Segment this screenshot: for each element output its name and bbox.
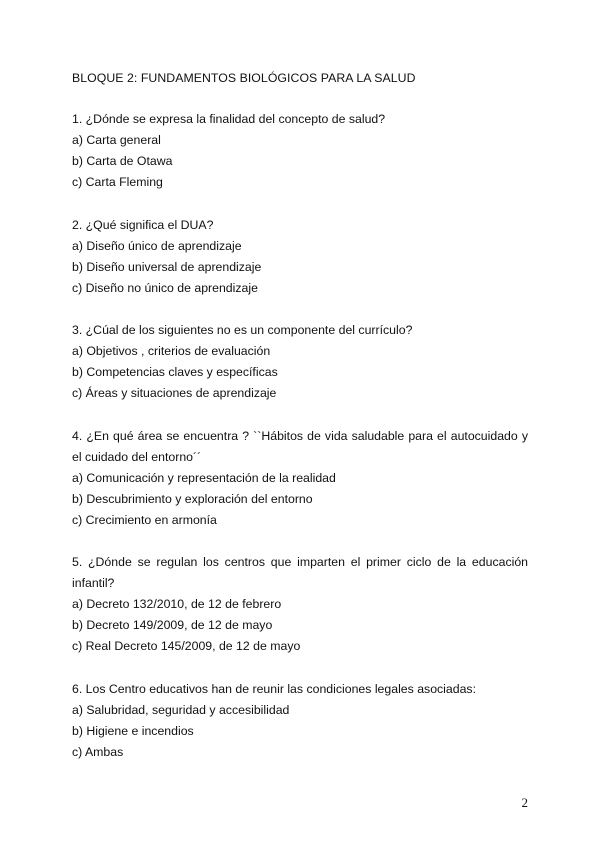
option-c: c) Diseño no único de aprendizaje [72,280,258,295]
question-text: 2. ¿Qué significa el DUA? [72,217,214,232]
option-c: c) Ambas [72,744,124,759]
question-2 [72,215,528,299]
question-text: 1. ¿Dónde se expresa la finalidad del concepto de salud? [72,112,386,126]
document-page [72,70,528,784]
option-b: b) Carta de Otawa [72,154,173,168]
page-number: 2 [521,795,528,810]
document-title: BLOQUE 2: FUNDAMENTOS BIOLÓGICOS PARA LA SALUD [72,71,416,85]
question-1 [72,109,528,193]
option-b: b) Descubrimiento y exploración del entorno [72,491,313,506]
option-b: b) Decreto 149/2009, de 12 de mayo [72,618,273,632]
question-4 [72,426,528,531]
option-a: a) Carta general [72,133,161,147]
option-c: c) Crecimiento en armonía [72,512,217,527]
question-text: 6. Los Centro educativos han de reunir las condiciones legales asociadas: [72,681,476,696]
question-text: 4. ¿En qué área se encuentra ? ``Hábitos de vida saludable para el autocuidado y el cuidado del entorno´´ [72,428,528,464]
option-b: b) Diseño universal de aprendizaje [72,259,262,274]
question-6 [72,679,528,763]
option-c: c) Real Decreto 145/2009, de 12 de mayo [72,639,301,653]
question-5 [72,552,528,657]
question-text: 5. ¿Dónde se regulan los centros que imparten el primer ciclo de la educación infantil? [72,555,528,590]
option-b: b) Competencias claves y específicas [72,365,278,379]
option-a: a) Objetivos , criterios de evaluación [72,344,271,358]
option-c: c) Carta Fleming [72,175,163,189]
question-3 [72,320,528,404]
option-a: a) Salubridad, seguridad y accesibilidad [72,702,290,717]
option-b: b) Higiene e incendios [72,723,194,738]
option-c: c) Áreas y situaciones de aprendizaje [72,386,277,400]
option-a: a) Diseño único de aprendizaje [72,238,242,253]
question-text: 3. ¿Cúal de los siguientes no es un componente del currículo? [72,323,413,337]
option-a: a) Comunicación y representación de la realidad [72,470,336,485]
option-a: a) Decreto 132/2010, de 12 de febrero [72,597,282,611]
